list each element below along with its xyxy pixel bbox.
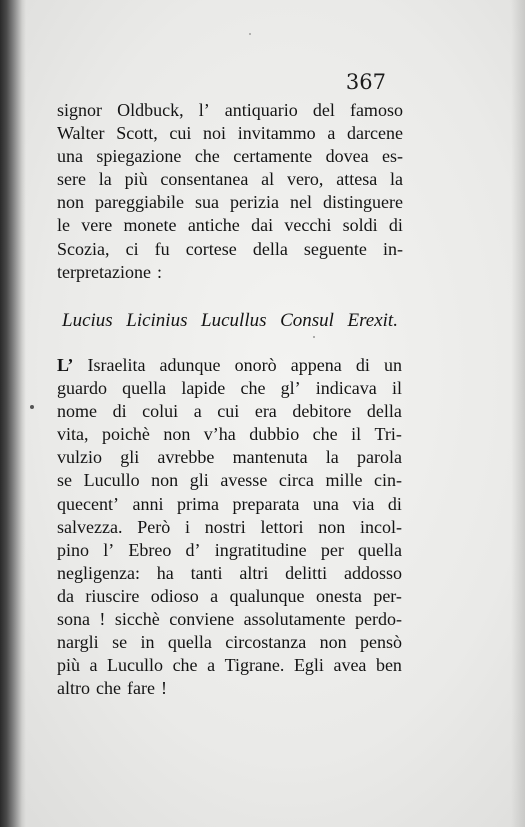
word: Lucullo: [83, 470, 140, 491]
text-line: [57, 446, 402, 469]
word: se: [57, 470, 72, 491]
latin-word: Licinius: [126, 310, 188, 331]
word: quella: [167, 632, 212, 653]
word: avrebbe: [157, 447, 215, 468]
text-line: [57, 214, 403, 237]
word: l’: [103, 539, 115, 560]
word: mantenuta: [232, 447, 308, 468]
page-edge-shadow: [511, 0, 525, 827]
word: incol-: [359, 516, 402, 537]
word: qualunque: [229, 585, 305, 606]
word: le: [57, 215, 70, 236]
text-line: [57, 122, 403, 145]
word: non: [57, 192, 84, 213]
word: altri: [239, 562, 269, 583]
word: gli: [120, 447, 140, 468]
text-line: [57, 631, 402, 654]
word: ingratitudine: [214, 539, 307, 560]
word: onesta: [315, 585, 362, 606]
word: il: [391, 378, 402, 399]
word: non: [151, 470, 179, 491]
word: gli: [189, 470, 209, 491]
latin-inscription: [62, 310, 398, 332]
word: noi: [203, 123, 227, 144]
word: vere: [81, 215, 113, 236]
word: della: [252, 238, 288, 259]
word: parola: [356, 447, 402, 468]
word: la: [98, 169, 112, 190]
word: Walter: [57, 123, 105, 144]
word: ci: [125, 238, 139, 259]
word: il: [351, 424, 362, 445]
word: circostanza: [225, 632, 307, 653]
word: circa: [278, 470, 314, 491]
word: una: [312, 493, 339, 514]
word: nostri: [204, 516, 246, 537]
word: odioso: [150, 585, 199, 606]
book-gutter-shadow: [0, 0, 26, 827]
word: pareggiabile: [95, 192, 184, 213]
paragraph-2: [57, 354, 402, 700]
word: lettori: [260, 516, 304, 537]
word: distinguere: [323, 192, 403, 213]
word: la: [325, 447, 339, 468]
word: di: [388, 215, 403, 236]
word: per: [320, 539, 344, 560]
word: dovea: [325, 146, 369, 167]
word: a: [210, 585, 219, 606]
word: quecent’: [57, 493, 119, 514]
word: !: [160, 678, 167, 699]
paper-speck: [313, 336, 315, 338]
word: che: [240, 378, 266, 399]
word: in-: [382, 238, 403, 259]
word: !: [99, 609, 106, 630]
word: famoso: [349, 100, 403, 120]
word: Tri-: [374, 424, 402, 445]
word: riuscire: [85, 585, 140, 606]
word: pino: [57, 539, 90, 560]
word: del: [312, 100, 335, 120]
text-line: [57, 493, 402, 516]
word: antiquario: [224, 100, 298, 120]
text-line: [57, 191, 403, 214]
word: spiegazione: [96, 146, 182, 167]
word: monete: [123, 215, 177, 236]
word: al: [261, 169, 275, 190]
word: anni: [132, 493, 164, 514]
text-line: [57, 400, 402, 423]
word: nel: [290, 192, 312, 213]
text-line: [57, 677, 402, 700]
word: sere: [57, 169, 86, 190]
word: vecchi: [284, 215, 332, 236]
word: via: [352, 493, 375, 514]
word: che: [194, 146, 220, 167]
word: cin-: [374, 470, 402, 491]
word: più: [124, 169, 148, 190]
word: terpretazione: [57, 261, 151, 282]
word: tanti: [190, 562, 223, 583]
word: fare: [126, 678, 155, 699]
word: sona: [57, 609, 90, 630]
word: sicchè: [114, 609, 160, 630]
word: attesa: [336, 169, 378, 190]
word: cortese: [185, 238, 237, 259]
word: i: [184, 516, 190, 537]
word: non: [163, 424, 191, 445]
word: cui: [217, 401, 240, 422]
word: nome: [57, 401, 97, 422]
word: se: [112, 632, 128, 653]
word: quella: [358, 539, 402, 560]
text-line: [57, 261, 403, 284]
word: dubbio: [249, 424, 300, 445]
word: la: [390, 169, 403, 190]
word: antiche: [187, 215, 240, 236]
text-line: [57, 238, 403, 261]
word: v’ha: [203, 424, 236, 445]
text-line: [57, 423, 402, 446]
word: vita,: [57, 424, 89, 445]
word: negligenza:: [57, 562, 140, 583]
text-line: [57, 145, 403, 168]
word: gl’: [280, 378, 301, 399]
word: Scozia,: [57, 238, 110, 259]
word: conviene: [169, 609, 235, 630]
word: in: [140, 632, 155, 653]
text-line: [57, 585, 402, 608]
word: a: [207, 655, 216, 676]
word: Scott,: [116, 123, 158, 144]
paragraph-1: [57, 99, 403, 284]
word: Però: [137, 516, 171, 537]
word: debitore: [292, 401, 352, 422]
text-line: [57, 168, 403, 191]
word: dai: [251, 215, 274, 236]
latin-word: Lucullus: [201, 310, 267, 331]
text-line: [57, 377, 402, 400]
word: Ebreo: [128, 539, 172, 560]
word: poichè: [101, 424, 150, 445]
word: della: [366, 401, 402, 422]
word: delitti: [285, 562, 328, 583]
word: un: [383, 355, 402, 375]
word: quella: [122, 378, 167, 399]
word: es-: [382, 146, 403, 167]
word: per-: [373, 585, 402, 606]
text-line: [57, 99, 403, 122]
word: perdo-: [354, 609, 402, 630]
word: salvezza.: [57, 516, 123, 537]
word: appena: [290, 355, 342, 375]
word: altro: [57, 678, 90, 699]
paper-speck: [249, 33, 251, 35]
word: non: [318, 516, 346, 537]
word: da: [57, 585, 74, 606]
word: cui: [169, 123, 192, 144]
word: colui: [142, 401, 179, 422]
word: che: [96, 678, 121, 699]
word: addosso: [343, 562, 402, 583]
word: di: [112, 401, 127, 422]
word: seguente: [303, 238, 367, 259]
word: :: [156, 261, 162, 282]
word: Oldbuck,: [117, 100, 184, 120]
word: a: [89, 655, 98, 676]
word: L’: [57, 355, 74, 375]
word: assolutamente: [243, 609, 346, 630]
word: fu: [154, 238, 170, 259]
word: Israelita: [87, 355, 146, 375]
word: onorò: [234, 355, 277, 375]
word: sua: [195, 192, 219, 213]
word: Tigrane.: [224, 655, 285, 676]
text-line: [57, 354, 402, 377]
word: nargli: [57, 632, 99, 653]
text-line: [57, 562, 402, 585]
word: più: [57, 655, 81, 676]
text-line: [57, 608, 402, 631]
word: di: [387, 493, 402, 514]
word: di: [355, 355, 370, 375]
word: non: [319, 632, 347, 653]
word: era: [254, 401, 277, 422]
text-line: [57, 516, 402, 539]
word: prima: [176, 493, 219, 514]
word: certamente: [233, 146, 313, 167]
word: soldi: [342, 215, 378, 236]
word: Egli: [293, 655, 324, 676]
word: guardo: [57, 378, 107, 399]
word: darcene: [347, 123, 403, 144]
word: ha: [156, 562, 174, 583]
word: che: [312, 424, 338, 445]
word: Lucullo: [107, 655, 164, 676]
text-line: [57, 469, 402, 492]
page-number: 367: [345, 70, 386, 94]
word: l’: [198, 100, 210, 120]
text-line: [57, 539, 402, 562]
word: perizia: [230, 192, 279, 213]
paper-speck: [30, 405, 34, 409]
word: pensò: [359, 632, 402, 653]
word: avesse: [220, 470, 268, 491]
word: signor: [57, 100, 102, 120]
text-line: [57, 654, 402, 677]
word: invitammo: [237, 123, 316, 144]
word: consentanea: [160, 169, 249, 190]
word: ben: [375, 655, 402, 676]
word: a: [327, 123, 336, 144]
word: preparata: [232, 493, 300, 514]
word: una: [57, 146, 83, 167]
word: mille: [325, 470, 363, 491]
word: lapide: [181, 378, 226, 399]
word: vulzio: [57, 447, 102, 468]
latin-word: Lucius: [62, 310, 113, 331]
word: indicava: [315, 378, 377, 399]
latin-word: Erexit.: [347, 310, 398, 331]
word: che: [172, 655, 198, 676]
word: avea: [333, 655, 367, 676]
latin-word: Consul: [280, 310, 334, 331]
word: d’: [185, 539, 201, 560]
word: vero,: [286, 169, 324, 190]
word: a: [193, 401, 202, 422]
word: adunque: [159, 355, 221, 375]
